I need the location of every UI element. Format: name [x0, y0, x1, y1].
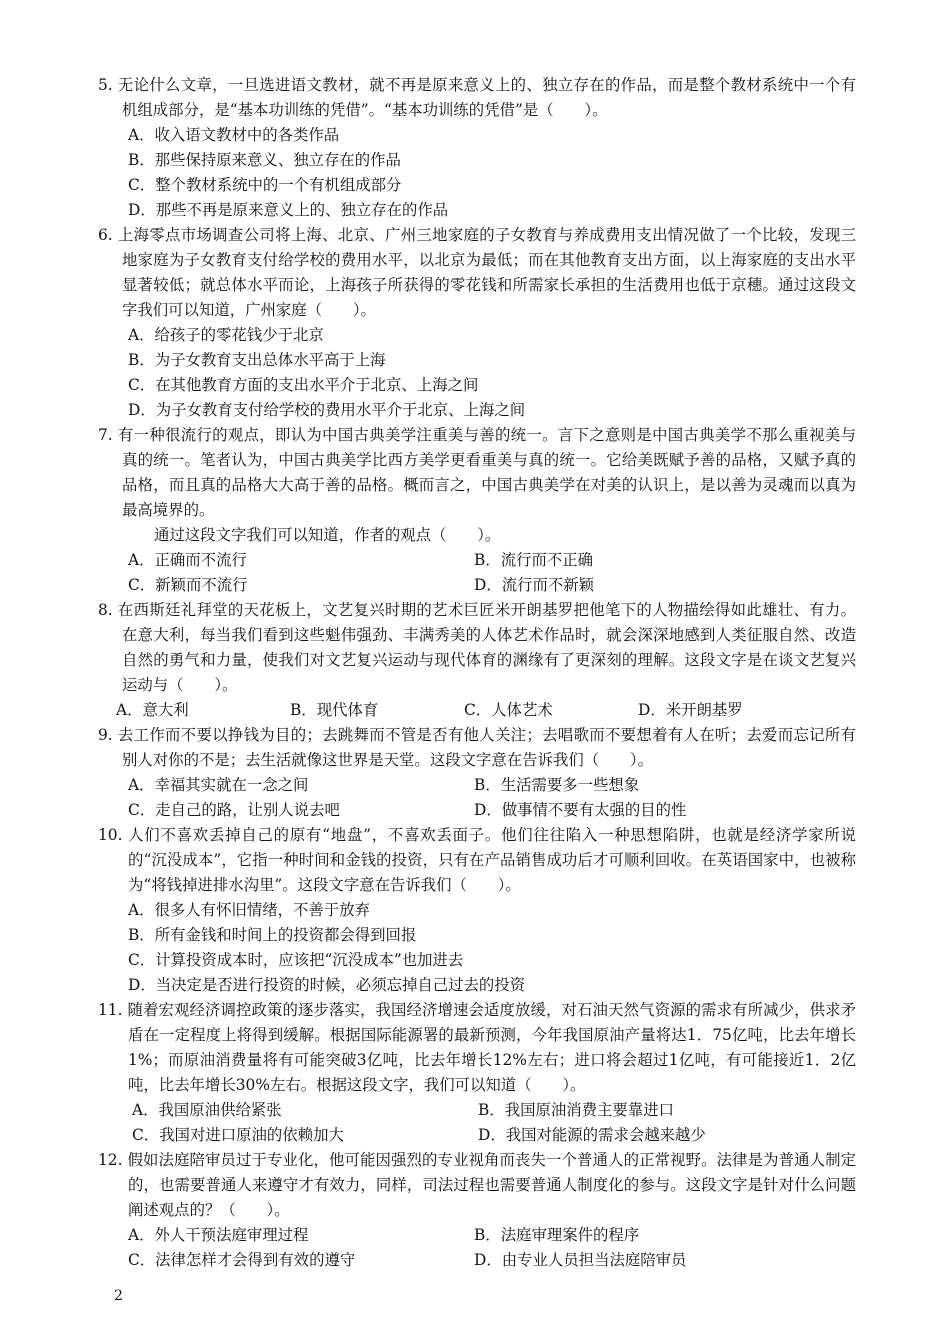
option-d: D．做事情不要有太强的目的性: [474, 801, 687, 819]
question-list: [98, 73, 856, 1273]
option-a: A．幸福其实就在一念之间: [128, 776, 309, 794]
options: [98, 1223, 856, 1273]
option-c: C．整个教材系统中的一个有机组成部分: [128, 176, 402, 194]
options: [98, 1098, 856, 1148]
option-a: A．我国原油供给紧张: [132, 1101, 282, 1119]
question-6: [98, 223, 856, 423]
option-d: D．那些不再是原来意义上的、独立存在的作品: [128, 201, 449, 219]
option-b: B．为子女教育支出总体水平高于上海: [128, 351, 386, 369]
question-stem: 5. 无论什么文章，一旦选进语文教材，就不再是原来意义上的、独立存在的作品，而是整个教材系统中一个有机组成部分，是“基本功训练的凭借”。“基本功训练的凭借”是（ ）。: [98, 76, 856, 119]
question-stem: 9. 去工作而不要以挣钱为目的；去跳舞而不管是否有他人关注；去唱歌而不要想着有人在听；去爱而忘记所有别人对你的不是；去生活就像这世界是天堂。这段文字意在告诉我们（ ）。: [98, 726, 856, 769]
option-d: D．为子女教育支付给学校的费用水平介于北京、上海之间: [128, 401, 526, 419]
option-c: C．计算投资成本时，应该把“沉没成本”也加进去: [128, 951, 464, 969]
question-12: [98, 1148, 856, 1273]
option-a: A．给孩子的零花钱少于北京: [128, 326, 324, 344]
options: [98, 548, 856, 598]
option-a: A．收入语文教材中的各类作品: [128, 126, 340, 144]
question-7: [98, 423, 856, 598]
question-stem: 7. 有一种很流行的观点，即认为中国古典美学注重美与善的统一。言下之意则是中国古典美学不那么重视美与真的统一。笔者认为，中国古典美学比西方美学更看重美与真的统一。它给美既赋予善的品格，又赋予真的品格，而且真的品格大大高于善的品格。概而言之，中国古典美学在对美的认识上，是以善为灵魂而以真为最高境界的。: [98, 426, 856, 519]
option-a: A．意大利: [116, 701, 189, 719]
option-c: C．新颖而不流行: [128, 576, 248, 594]
question-10: [98, 823, 856, 998]
options: [98, 773, 856, 823]
question-5: [98, 73, 856, 223]
question-stem: 10. 人们不喜欢丢掉自己的原有“地盘”，不喜欢丢面子。他们往往陷入一种思想陷阱，也就是经济学家所说的“沉没成本”，它指一种时间和金钱的投资，只有在产品销售成功后才可顺利回收。在英语国家中，也被称为“将钱掉进排水沟里”。这段文字意在告诉我们（ ）。: [98, 826, 856, 894]
option-b: B．所有金钱和时间上的投资都会得到回报: [128, 926, 417, 944]
option-b: B．我国原油消费主要靠进口: [478, 1101, 674, 1119]
option-a: A．外人干预法庭审理过程: [128, 1226, 309, 1244]
option-b: B．那些保持原来意义、独立存在的作品: [128, 151, 401, 169]
option-a: A．正确而不流行: [128, 551, 247, 569]
options: [98, 123, 856, 223]
options: [98, 698, 856, 723]
question-8: [98, 598, 856, 723]
option-d: D．当决定是否进行投资的时候，必须忘掉自己过去的投资: [128, 976, 526, 994]
option-c: C．我国对进口原油的依赖加大: [132, 1126, 344, 1144]
option-c: C．在其他教育方面的支出水平介于北京、上海之间: [128, 376, 479, 394]
question-stem: 8. 在西斯廷礼拜堂的天花板上，文艺复兴时期的艺术巨匠米开朗基罗把他笔下的人物描绘得如此雄壮、有力。在意大利，每当我们看到这些魁伟强劲、丰满秀美的人体艺术作品时，就会深深地感到人类征服自然、改造自然的勇气和力量，使我们对文艺复兴运动与现代体育的渊缘有了更深刻的理解。这段文字是在谈文艺复兴运动与（ ）。: [98, 601, 856, 694]
options: [98, 898, 856, 998]
question-9: [98, 723, 856, 823]
option-b: B．生活需要多一些想象: [474, 776, 640, 794]
option-b: B．法庭审理案件的程序: [474, 1226, 640, 1244]
option-d: D．我国对能源的需求会越来越少: [478, 1126, 706, 1144]
option-b: B．流行而不正确: [474, 551, 594, 569]
option-c: C．人体艺术: [464, 701, 553, 719]
option-d: D．由专业人员担当法庭陪审员: [474, 1251, 687, 1269]
question-11: [98, 998, 856, 1148]
page-number: 2: [114, 1288, 123, 1304]
options: [98, 323, 856, 423]
option-c: C．法律怎样才会得到有效的遵守: [128, 1251, 356, 1269]
question-stem: 11. 随着宏观经济调控政策的逐步落实，我国经济增速会适度放缓，对石油天然气资源的需求有所减少，供求矛盾在一定程度上将得到缓解。根据国际能源署的最新预测，今年我国原油产量将达1．75亿吨，比去年增长1%；而原油消费量将有可能突破3亿吨，比去年增长12%左右；进口将会超过1亿吨，有可能接近1．2亿吨，比去年增长30%左右。根据这段文字，我们可以知道（ ）。: [98, 1001, 856, 1094]
question-prompt: 通过这段文字我们可以知道，作者的观点（ ）。: [154, 526, 501, 544]
option-d: D．流行而不新颖: [474, 576, 595, 594]
question-stem: 6. 上海零点市场调查公司将上海、北京、广州三地家庭的子女教育与养成费用支出情况做了一个比较，发现三地家庭为子女教育支付给学校的费用水平，以北京为最低；而在其他教育支出方面，以上海家庭的支出水平显著较低；就总体水平而论，上海孩子所获得的零花钱和所需家长承担的生活费用也低于京穗。通过这段文字我们可以知道，广州家庭（ ）。: [98, 226, 856, 319]
option-a: A．很多人有怀旧情绪，不善于放弃: [128, 901, 370, 919]
option-b: B．现代体育: [290, 701, 379, 719]
option-c: C．走自己的路，让别人说去吧: [128, 801, 340, 819]
option-d: D．米开朗基罗: [638, 701, 743, 719]
question-stem: 12. 假如法庭陪审员过于专业化，他可能因强烈的专业视角而丧失一个普通人的正常视野。法律是为普通人制定的，也需要普通人来遵守才有效力，同样，司法过程也需要普通人制度化的参与。这段文字是针对什么问题阐述观点的？（ ）。: [98, 1151, 856, 1219]
